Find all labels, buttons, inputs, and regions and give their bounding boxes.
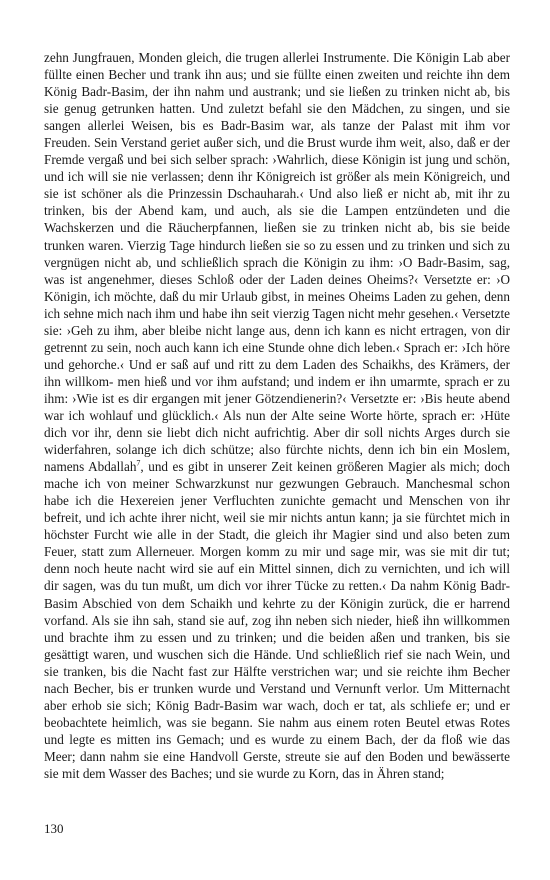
footnote-marker: 7 (136, 458, 141, 468)
body-text-part-1: zehn Jungfrauen, Monden gleich, die trugen allerlei Instrumente. Die Königin Lab aber füllte einen Becher und trank ihn aus; und sie füllte einen zweiten und reichte ihn dem König Badr-Basim, der ihn nahm und austrank; und sie ließen zu trinken nicht ab, bis sie genug getrunken hatten. Und zuletzt befahl sie den Mädchen, zu singen, und sie sangen allerlei Weisen, bis es Badr-Basim war, als tanze der Palast mit ihm vor Freuden. Sein Verstand geriet außer sich, und die Brust wurde ihm weit, also, daß er der Fremde vergaß und bei sich selber sprach: ›Wahrlich, diese Königin ist jung und schön, und ich will sie nie verlassen; denn ihr Königreich ist größer als mein Königreich, und sie ist schöner als die Prinzessin Dschauharah.‹ Und also ließ er nicht ab, mit ihr zu trinken, bis der Abend kam, und auch, als sie die Lampen entzündeten und die Wachskerzen und die Räucherpfannen, ließen sie zu trinken nicht ab, bis sie beide trunken waren. Vierzig Tage hindurch ließen sie so zu essen und zu trinken und sich zu vergnügen nicht ab, und schließlich sprach die Königin zu ihm: ›O Badr-Basim, sag, was ist angenehmer, dieses Schloß oder der Laden deines Oheims?‹ Versetzte er: ›O Königin, ich möchte, daß du mir Urlaub gibst, in meines Oheims Laden zu gehen, denn ich sehne mich nach ihm und habe ihn seit vierzig Tagen nicht mehr gesehen.‹ Versetzte sie: ›Geh zu ihm, aber bleibe nicht lange aus, denn ich kann es nicht ertragen, von dir getrennt zu sein, noch auch kann ich eine Stunde ohne dich leben.‹ Sprach er: ›Ich höre und gehorche.‹ Und er saß auf und ritt zu dem Laden des Schaikhs, des Krämers, der ihn willkom- men hieß und vor ihm aufstand; und indem er ihn umarmte, sprach er zu ihm: ›Wie ist es dir ergangen mit jener Götzendienerin?‹ Versetzte er: ›Bis heute abend war ich wohlauf und glücklich.‹ Als nun der Alte seine Worte hörte, sprach er: ›Hüte dich vor ihr, denn sie liebt dich nicht aufrichtig. Aber dir soll nichts Arges durch sie widerfahren, solange ich dich schütze; also fürchte nichts, denn ich bin ein Moslem, namens Abdallah (44, 50, 510, 475)
page-number: 130 (44, 821, 64, 836)
body-text (44, 49, 510, 782)
body-text-part-2: , und es gibt in unserer Zeit keinen größeren Magier als mich; doch mache ich von meiner Schwarzkunst nur gezwungen Gebrauch. Manchesmal schon habe ich die Hexereien jener Verfluchten zunichte gemacht und Menschen von ihr befreit, und ich achte ihrer nicht, weil sie mir nichts antun kann; ja sie fürchtet mich in höchster Furcht wie alle in der Stadt, die gleich ihr Magier sind und also beten zum Feuer, statt zum Allerneuer. Morgen komm zu mir und sage mir, was sie mit dir tut; denn noch heute nacht wird sie auf ein Mittel sinnen, dich zu vernichten, und ich will dir sagen, was du tun mußt, um dich vor ihrer Tücke zu retten.‹ Da nahm König Badr-Basim Abschied von dem Schaikh und kehrte zu der Königin zurück, die er harrend vorfand. Als sie ihn sah, stand sie auf, zog ihn neben sich nieder, hieß ihn willkommen und brachte ihm zu essen und zu trinken; und die beiden aßen und tranken, bis sie gesättigt waren, und wuschen sich die Hände. Und schließlich rief sie nach Wein, und sie tranken, bis die Nacht fast zur Hälfte verstrichen war; und sie reichte ihm Becher nach Becher, bis er trunken wurde und Verstand und Vernunft verlor. Um Mitternacht aber erhob sie sich; König Badr-Basim war wach, doch er tat, als schliefe er; und er beobachtete heimlich, was sie begann. Sie nahm aus einem roten Beutel etwas Rotes und legte es mitten ins Gemach; und es wurde zu einem Bach, der da floß wie das Meer; dann nahm sie eine Handvoll Gerste, streute sie auf den Boden und bewässerte sie mit dem Wasser des Baches; und sie wurde zu Korn, das in Ähren stand; (44, 459, 510, 781)
